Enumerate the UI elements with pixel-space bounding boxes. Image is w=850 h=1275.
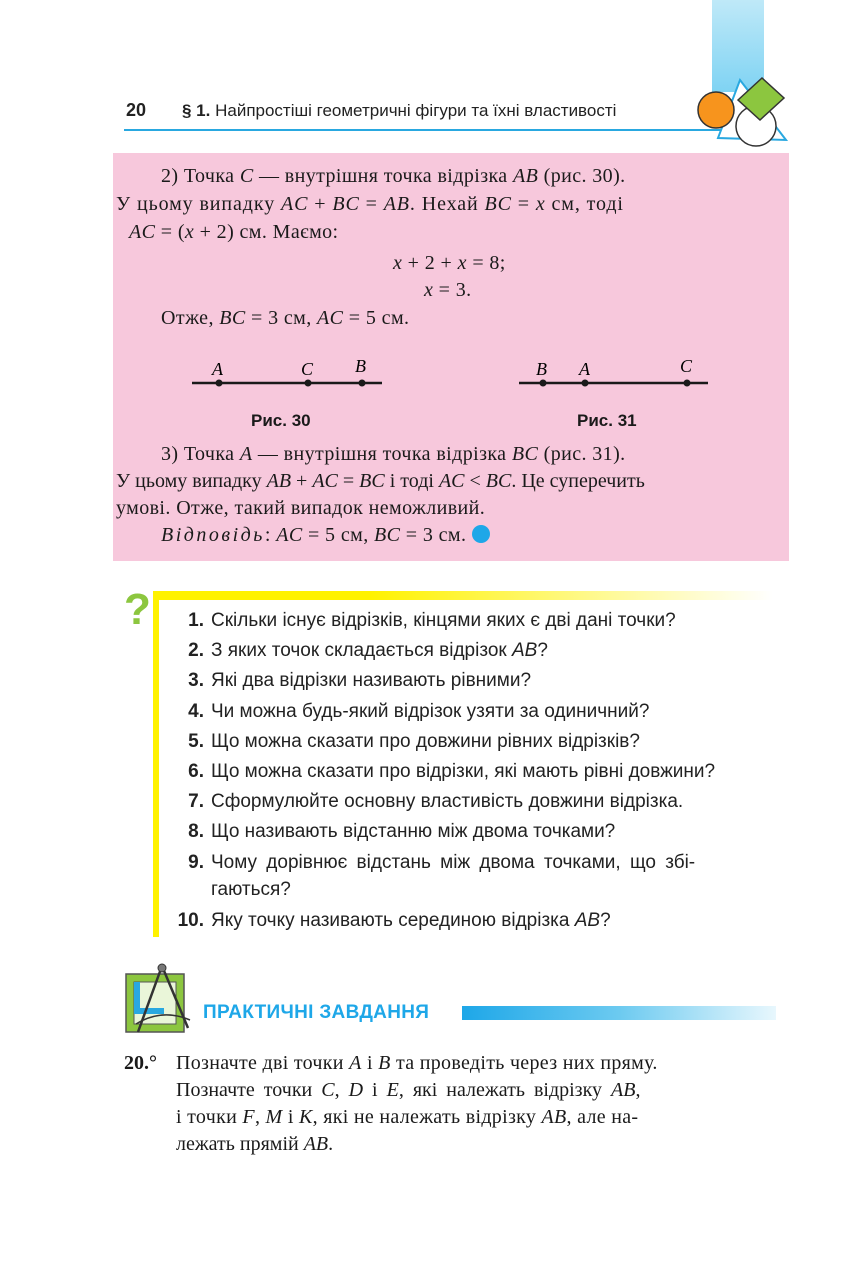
fig31-label-b: B [536, 359, 547, 379]
fig31-point-a [582, 380, 589, 387]
fig30-point-b [359, 380, 366, 387]
list-item: 3. Які два відрізки називають рівними? [188, 670, 532, 691]
list-item: 1. Скільки існує відрізків, кінцями яких є дві дані точки? [188, 610, 676, 631]
question-mark-icon: ? [124, 585, 151, 634]
solution-line-7: 3) Точка A — внутрішня точка відрізка BC (рис. 31). [161, 443, 626, 465]
answer-line: Відповідь: AC = 5 см, BC = 3 см. [161, 524, 490, 547]
fig30-point-c [305, 380, 312, 387]
fig30-label-a: A [212, 359, 223, 379]
header-shapes-icon [690, 70, 790, 150]
fig30-point-a [216, 380, 223, 387]
section-mark: § 1. [182, 101, 211, 120]
header-rule [124, 129, 722, 131]
fig31-label-c: C [680, 356, 693, 376]
list-item: 10. Яку точку називають серединою відрізка AB? [177, 910, 611, 931]
solution-line-2: У цьому випадку AC + BC = AB. Нехай BC = x см, тоді [116, 193, 624, 215]
task-line-3: і точки F, M і K, які не належать відрізку AB, але на- [176, 1106, 639, 1128]
list-item: 4. Чи можна будь-який відрізок узяти за одиничний? [188, 701, 650, 722]
task-line-2: Позначте точки C, D і E, які належать відрізку AB, [176, 1079, 641, 1101]
list-item: 2. З яких точок складається відрізок AB? [188, 640, 548, 661]
equation-1: x + 2 + x = 8; [393, 252, 506, 274]
heading-gradient-bar [462, 1006, 776, 1020]
questions-top-bar [153, 591, 773, 600]
questions-left-bar [153, 591, 159, 937]
section-heading: ПРАКТИЧНІ ЗАВДАННЯ [203, 1002, 430, 1023]
list-item: гаються? [211, 879, 291, 900]
fig30-caption: Рис. 30 [251, 411, 311, 430]
list-item: 9. Чому дорівнює відстань між двома точками, що збі- [188, 852, 696, 873]
task-line-4: лежать прямій AB. [176, 1133, 334, 1155]
compass-ruler-icon [124, 962, 198, 1036]
task-number: 20.° [124, 1052, 157, 1074]
solution-line-8: У цьому випадку AB + AC = BC і тоді AC < BC. Це суперечить [116, 470, 645, 492]
solution-box [113, 153, 789, 561]
list-item: 5. Що можна сказати про довжини рівних відрізків? [188, 731, 640, 752]
list-item: 6. Що можна сказати про відрізки, які мають рівні довжини? [188, 761, 716, 782]
fig31-caption: Рис. 31 [577, 411, 637, 430]
solution-line-1: 2) Точка C — внутрішня точка відрізка AB (рис. 30). [161, 165, 626, 187]
equation-2: x = 3. [424, 279, 472, 301]
fig30-label-c: C [301, 359, 314, 379]
task-line-1: Позначте дві точки A і B та проведіть через них пряму. [176, 1052, 658, 1074]
solution-line-9: умові. Отже, такий випадок неможливий. [116, 497, 486, 519]
end-of-solution-icon [472, 525, 490, 543]
solution-line-3: AC = (x + 2) см. Маємо: [129, 221, 339, 243]
fig31-point-b [540, 380, 547, 387]
section-title: Найпростіші геометричні фігури та їхні властивості [215, 101, 617, 120]
figure-30 [188, 353, 388, 393]
page-number: 20 [126, 100, 147, 120]
list-item: 7. Сформулюйте основну властивість довжини відрізка. [188, 791, 684, 812]
fig30-label-b: B [355, 356, 366, 376]
fig31-label-a: A [579, 359, 590, 379]
figure-31 [516, 353, 716, 393]
running-header [182, 101, 616, 121]
list-item: 8. Що називають відстанню між двома точками? [188, 821, 616, 842]
fig31-point-c [684, 380, 691, 387]
solution-line-6: Отже, BC = 3 см, AC = 5 см. [161, 307, 410, 329]
